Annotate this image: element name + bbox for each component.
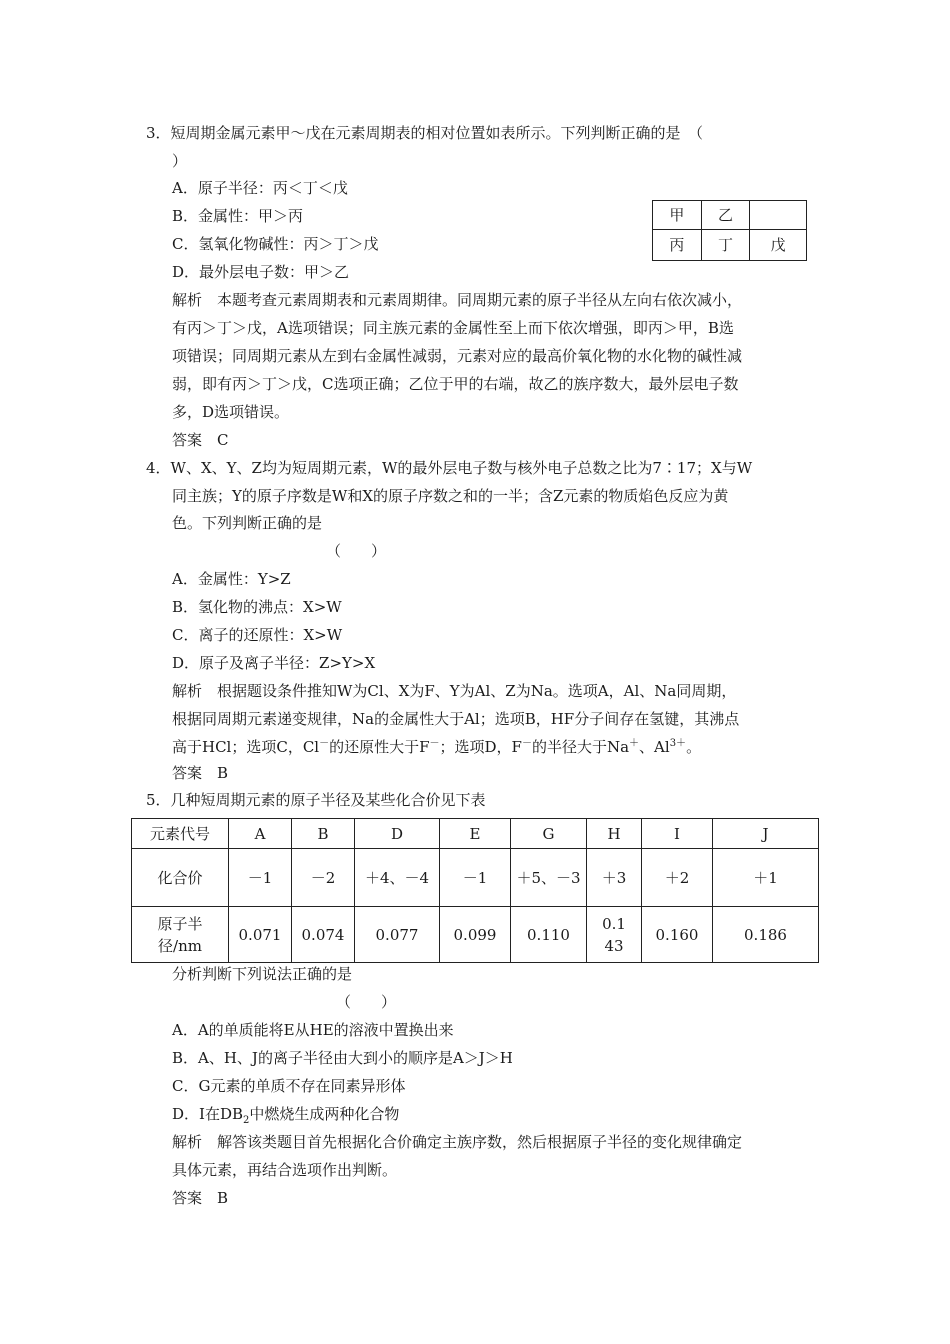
q4-option-d: D．原子及离子半径：Z>Y>X (172, 654, 376, 672)
q3-analysis-line: 弱，即有丙＞丁＞戊，C选项正确；乙位于甲的右端，故乙的族序数大，最外层电子数 (172, 375, 739, 393)
q4-stem-line: 色。下列判断正确的是 (172, 514, 323, 532)
q5-header-cell: H (587, 819, 642, 849)
q4-option-b: B．氢化物的沸点：X>W (172, 598, 342, 616)
q3-periodic-table (652, 200, 807, 261)
q5-header-cell: J (713, 819, 819, 849)
q5-option-c: C．G元素的单质不存在同素异形体 (172, 1077, 406, 1095)
q5-radius-cell: 0.077 (355, 907, 440, 963)
q4-analysis-line: 根据同周期元素递变规律，Na的金属性大于Al；选项B，HF分子间存在氢键，其沸点 (172, 710, 740, 728)
q4-stem-line: 4．W、X、Y、Z均为短周期元素，W的最外层电子数与核外电子总数之比为7∶17；X与W (146, 459, 753, 477)
q3-stem-close: ） (172, 152, 188, 170)
q5-element-table (131, 818, 819, 963)
q3-option-d: D．最外层电子数：甲＞乙 (172, 263, 350, 281)
q5-valence-cell: ＋2 (642, 849, 713, 907)
q5-valence-cell: ＋1 (713, 849, 819, 907)
q5-valence-cell: －2 (292, 849, 355, 907)
q5-answer-paren: （ ） (336, 993, 397, 1011)
q5-radius-cell: 0.143 (587, 907, 642, 963)
q5-radius-cell: 0.071 (229, 907, 292, 963)
q5-answer: 答案 B (172, 1189, 229, 1207)
q5-analysis-line: 具体元素，再结合选项作出判断。 (172, 1161, 398, 1179)
q5-header-cell: B (292, 819, 355, 849)
q5-option-d: D．I在$DB_2$中燃烧生成两种化合物 (172, 1105, 400, 1126)
q5-stem: 5．几种短周期元素的原子半径及某些化合价见下表 (146, 791, 486, 809)
q3-option-c: C．氢氧化物碱性：丙＞丁＞戊 (172, 235, 379, 253)
q3-analysis-line: 有丙＞丁＞戊，A选项错误；同主族元素的金属性至上而下依次增强，即丙＞甲，B选 (172, 319, 734, 337)
q4-stem-line: 同主族；Y的原子序数是W和X的原子序数之和的一半；含Z元素的物质焰色反应为黄 (172, 487, 729, 505)
q3-stem: 3．短周期金属元素甲～戊在元素周期表的相对位置如表所示。下列判断正确的是 （ (146, 124, 704, 142)
q5-row-label: 原子半径/nm (132, 907, 229, 963)
q4-answer-paren: （ ） (326, 542, 387, 560)
q5-option-b: B．A、H、J的离子半径由大到小的顺序是A＞J＞H (172, 1049, 513, 1067)
q3-analysis-line: 项错误；同周期元素从左到右金属性减弱，元素对应的最高价氧化物的水化物的碱性减 (172, 347, 743, 365)
q5-header-cell: A (229, 819, 292, 849)
q5-prompt: 分析判断下列说法正确的是 (172, 965, 353, 983)
q5-valence-cell: －1 (440, 849, 511, 907)
q4-answer: 答案 B (172, 764, 229, 782)
q5-radius-cell: 0.074 (292, 907, 355, 963)
q5-radius-cell: 0.186 (713, 907, 819, 963)
q5-valence-cell: ＋5、－3 (511, 849, 587, 907)
q4-option-c: C．离子的还原性：X>W (172, 626, 343, 644)
q4-analysis-line: 解析 根据题设条件推知W为Cl、X为F、Y为Al、Z为Na。选项A，Al、Na同周期， (172, 682, 737, 700)
q3-analysis-line: 解析 本题考查元素周期表和元素周期律。同周期元素的原子半径从左向右依次减小， (172, 291, 743, 309)
q4-option-a: A．金属性：Y>Z (172, 570, 291, 588)
q5-valence-cell: －1 (229, 849, 292, 907)
q5-radius-cell: 0.110 (511, 907, 587, 963)
q5-header-cell: G (511, 819, 587, 849)
q5-option-a: A．A的单质能将E从HE的溶液中置换出来 (172, 1021, 454, 1039)
q3-cell: 丁 (701, 230, 750, 261)
q5-row-label: 化合价 (132, 849, 229, 907)
q5-valence-cell: ＋3 (587, 849, 642, 907)
q3-cell: 甲 (653, 201, 702, 230)
q5-analysis-line: 解析 解答该类题目首先根据化合价确定主族序数，然后根据原子半径的变化规律确定 (172, 1133, 743, 1151)
q3-answer: 答案 C (172, 431, 229, 449)
q5-header-cell: E (440, 819, 511, 849)
q3-option-a: A．原子半径：丙＜丁＜戊 (172, 179, 348, 197)
q5-valence-cell: ＋4、－4 (355, 849, 440, 907)
q3-cell: 丙 (653, 230, 702, 261)
q3-cell: 戊 (750, 230, 807, 261)
q5-header-cell: D (355, 819, 440, 849)
q4-analysis-line: 高于HCl；选项C，Cl－的还原性大于F－；选项D，F－的半径大于Na＋、$Al^{3+}$。 (172, 738, 702, 756)
q5-radius-cell: 0.099 (440, 907, 511, 963)
q5-radius-cell: 0.160 (642, 907, 713, 963)
q5-header-cell: 元素代号 (132, 819, 229, 849)
q3-cell (750, 201, 807, 230)
q5-header-cell: I (642, 819, 713, 849)
q3-analysis-line: 多，D选项错误。 (172, 403, 290, 421)
q3-option-b: B．金属性：甲＞丙 (172, 207, 304, 225)
q3-cell: 乙 (701, 201, 750, 230)
